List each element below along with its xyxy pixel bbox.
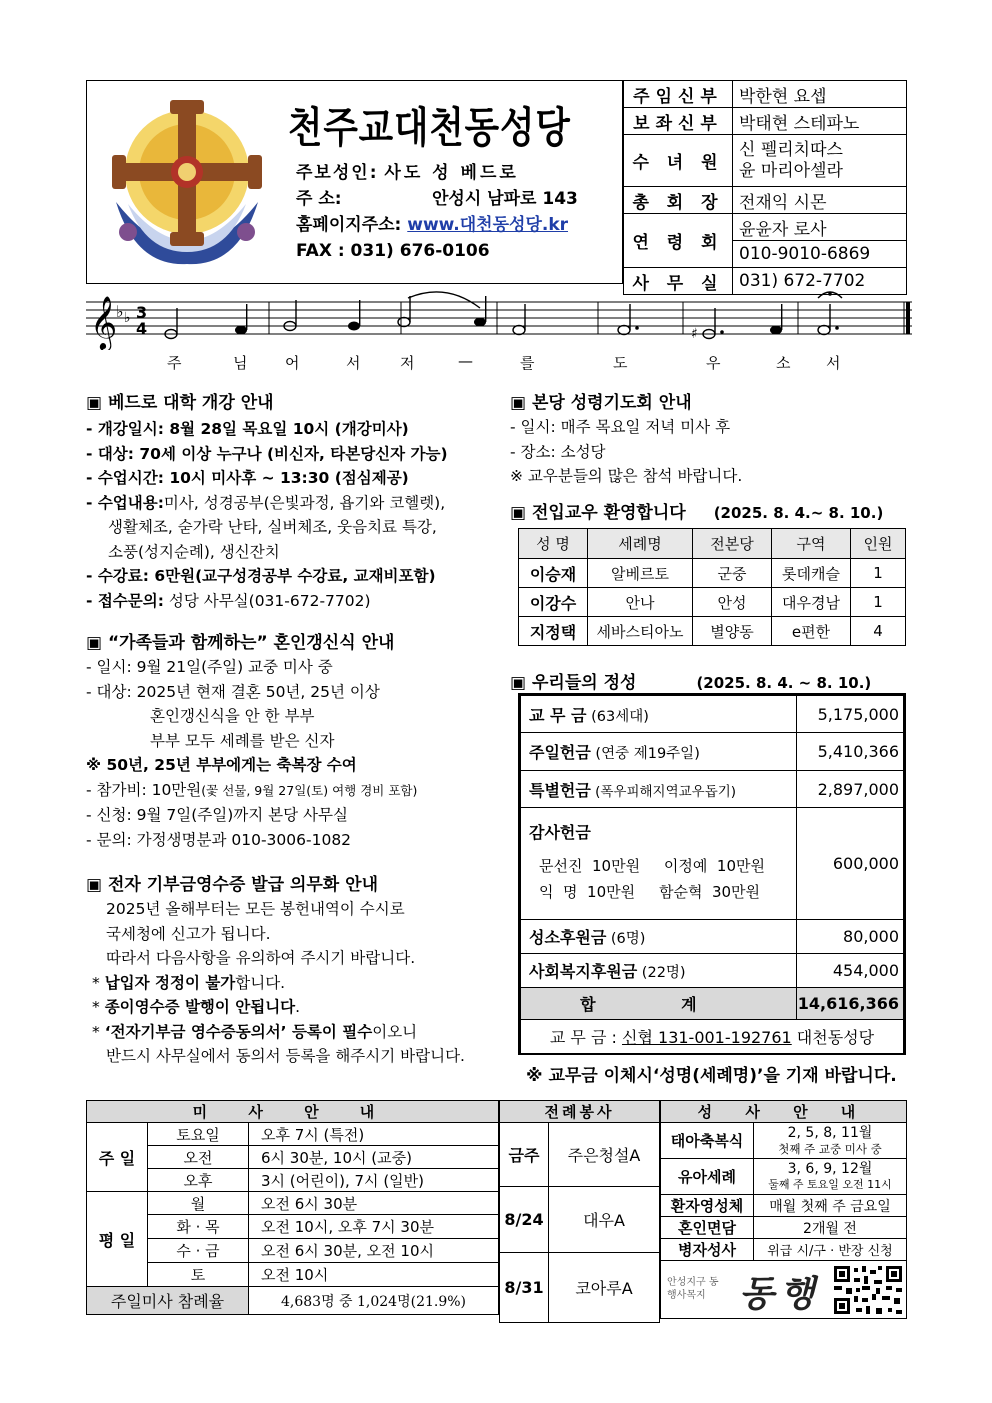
service-group: 주은청설A <box>549 1123 660 1187</box>
section-title: 본당 성령기도회 안내 <box>531 393 692 413</box>
offering-note: (6명) <box>606 931 646 947</box>
offering-note: (폭우피해지역교우돕기) <box>590 783 737 800</box>
new-members-table <box>518 528 906 646</box>
cell: 1 <box>851 588 906 617</box>
staff-label: 사 무 실 <box>624 268 733 295</box>
offering-note: (연중 제19주일) <box>590 746 700 762</box>
total-amount: 14,616,366 <box>796 988 903 1020</box>
sacrament-info: 2개월 전 <box>754 1217 907 1239</box>
account-name: 대천동성당 <box>791 1028 875 1047</box>
text-line: 2025년 올해부터는 모든 봉헌내역이 수시로 <box>106 900 405 918</box>
mass-day: 토요일 <box>148 1123 249 1146</box>
label: - 개강일시: <box>86 420 164 438</box>
table-row <box>519 588 906 617</box>
table-row <box>519 559 906 588</box>
address-label: 주 소: <box>296 189 342 209</box>
staff-value: 010-9010-6869 <box>733 241 907 268</box>
section-marriage-renewal: ▣ “가족들과 함께하는” 혼인갱신식 안내 - 일시: 9월 21일(주일) 교중 미사 중 - 대상: 2025년 현재 결혼 50년, 25년 이상 혼인갱신식을 안 한 부부 부부 모두 세례를 받은 신자 ※ 50년, 25년 부부에게는 축복장 수여 - 참가비: 10만원(꽃 선물, 9월 27일(토) 여행 경비 포함) - 신청: 9월 7일(주일)까지 본당 사무실 - 문의: 가정생명분과 010-3006-1082 <box>86 628 496 852</box>
offering-row <box>521 733 904 771</box>
staff-value: 박한현 요셉 <box>733 81 907 108</box>
lyric: 서 <box>346 354 361 372</box>
col-header: 세례명 <box>588 529 693 559</box>
col-header: 성 명 <box>519 529 588 559</box>
cell: 안성 <box>693 588 772 617</box>
liturgy-service-table <box>499 1100 660 1323</box>
cell: 군중 <box>693 559 772 588</box>
lyric: 우 <box>706 354 721 372</box>
offering-label: 성소후원금 <box>529 928 607 947</box>
lyric: 소 <box>776 354 791 372</box>
donor-line: 익 명 10만원 함순혁 30만원 <box>539 883 761 901</box>
logo-wordmark: 동행 <box>739 1273 821 1315</box>
cell: 지정택 <box>519 617 588 646</box>
lyric: 저 <box>400 354 415 372</box>
section-prayer-meeting: ▣ 본당 성령기도회 안내 - 일시: 매주 목요일 저녁 미사 후 - 장소: 소성당 ※ 교우분들의 많은 참석 바랍니다. <box>510 388 910 489</box>
text: (꽃 선물, 9월 27일(토) 여행 경비 포함) <box>201 782 418 798</box>
page-title: 천주교대천동성당 <box>288 103 571 152</box>
value: 10시 미사후 ~ 13:30 (점심제공) <box>163 469 409 487</box>
group-label: 평 일 <box>87 1192 148 1287</box>
value: 8월 28일 목요일 10시 (개강미사) <box>163 420 409 438</box>
sacrament-name: 태아축복식 <box>661 1123 754 1159</box>
fax-number: FAX : 031) 676-0106 <box>296 241 490 261</box>
cell: 이강수 <box>519 588 588 617</box>
offerings-table <box>520 695 904 1054</box>
mass-day: 월 <box>148 1192 249 1215</box>
sacrament-name: 병자성사 <box>661 1239 754 1261</box>
account-number: 신협 131-001-192761 <box>622 1028 792 1047</box>
section-new-members: ▣ 전입교우 환영합니다 (2025. 8. 4.~ 8. 10.) <box>510 503 884 523</box>
total-label: 합 계 <box>521 988 797 1020</box>
offering-label: 특별헌금 <box>529 780 591 800</box>
text: * <box>92 998 105 1016</box>
cell: 1 <box>851 559 906 588</box>
text-line: 반드시 사무실에서 동의서 등록을 해주시기 바랍니다. <box>106 1047 465 1065</box>
section-peter-college: ▣ 베드로 대학 개강 안내 - 개강일시: 8월 28일 목요일 10시 (개강미사) - 대상: 70세 이상 누구나 (비신자, 타본당신자 가능) - 수업시간: 10시 미사후 ~ 13:30 (점심제공) - 수업내용:미사, 성경공부(은빛과정, 욥기와 코헬렛), 생활체조, 숟가락 난타, 실버체조, 웃음치료 특강, 소풍(성지순례), 생신잔치 - 수강료: 6만원(교구성경공부 수강료, 교재비포함) - 접수문의: 성당 사무실(031-672-7702) <box>86 388 486 613</box>
period: (2025. 8. 4. ~ 8. 10.) <box>696 674 872 692</box>
mass-time: 3시 (어린이), 7시 (일반) <box>249 1169 499 1192</box>
offering-row <box>521 696 904 733</box>
text-line: 국세청에 신고가 됩니다. <box>106 924 271 943</box>
mass-time: 오전 10시 <box>249 1263 499 1287</box>
cell: 대우경남 <box>772 588 851 617</box>
text-line: 생활체조, 숟가락 난타, 실버체조, 웃음치료 특강, <box>108 518 437 536</box>
svg-text:𝄞: 𝄞 <box>90 295 118 349</box>
offering-amount: 600,000 <box>796 808 903 920</box>
cell: 안나 <box>588 588 693 617</box>
offering-row <box>521 771 904 808</box>
text-line: 부부 모두 세례를 받은 신자 <box>150 731 335 750</box>
mass-day: 오전 <box>148 1146 249 1169</box>
service-date: 8/31 <box>500 1253 549 1323</box>
cell: 세바스티아노 <box>588 617 693 646</box>
text: 납입자 정정이 불가 <box>104 973 236 992</box>
staff-table <box>623 80 907 295</box>
text: 종이영수증 발행이 안됩니다 <box>104 998 296 1016</box>
label: - 대상: <box>86 444 134 463</box>
section-donation-receipt: ▣ 전자 기부금영수증 발급 의무화 안내 2025년 올해부터는 모든 봉헌내역이 수시로 국세청에 신고가 됩니다. 따라서 다음사항을 유의하여 주시기 바랍니다. * 납입자 정정이 불가합니다. * 종이영수증 발행이 안됩니다. * ‘전자기부금 영수증동의서’ 등록이 필수이오니 반드시 사무실에서 동의서 등록을 해주시기 바랍니다. <box>86 870 496 1069</box>
cell: 이승재 <box>519 559 588 588</box>
text-line: ※ 50년, 25년 부부에게는 축복장 수여 <box>86 756 357 774</box>
svg-text:♯: ♯ <box>691 326 698 342</box>
text: 합니다. <box>235 973 286 992</box>
section-title: 전입교우 환영합니다 <box>531 503 686 523</box>
text: * <box>92 1022 105 1041</box>
offering-note-footer: ※ 교무금 이체시‘성명(세례명)’을 기재 바랍니다. <box>526 1066 897 1086</box>
cell: e편한 <box>772 617 851 646</box>
offering-amount: 80,000 <box>796 920 903 954</box>
text-line: - 문의: 가정생명분과 010-3006-1082 <box>86 830 352 849</box>
sacrament-info: 매월 첫째 주 금요일 <box>754 1195 907 1217</box>
mass-time: 오전 6시 30분 <box>249 1192 499 1215</box>
lyric: 서 <box>826 354 841 372</box>
staff-value: 윤 마리아셀라 <box>739 160 843 181</box>
mass-time: 6시 30분, 10시 (교중) <box>249 1146 499 1169</box>
staff-label: 보좌신부 <box>624 108 733 135</box>
section-title: 전자 기부금영수증 발급 의무화 안내 <box>107 875 378 895</box>
offering-total-row <box>521 988 904 1020</box>
col-header: 전본당 <box>693 529 772 559</box>
text-line: 따라서 다음사항을 유의하여 주시기 바랍니다. <box>106 949 416 967</box>
mass-day: 수 · 금 <box>148 1239 249 1263</box>
text-line: - 일시: 매주 목요일 저녁 미사 후 <box>510 418 731 436</box>
offering-amount: 454,000 <box>796 954 903 988</box>
sacrament-name: 유아세례 <box>661 1159 754 1195</box>
text-line: - 일시: 9월 21일(주일) 교중 미사 중 <box>86 658 333 676</box>
parish-newsletter-logo <box>661 1262 906 1318</box>
staff-label: 수 녀 원 <box>624 135 733 187</box>
col-header: 인원 <box>851 529 906 559</box>
text: ‘전자기부금 영수증동의서’ 등록이 필수 <box>104 1022 373 1041</box>
offering-amount: 5,175,000 <box>796 696 903 733</box>
section-offerings-title: ▣ 우리들의 정성 (2025. 8. 4. ~ 8. 10.) <box>510 673 872 693</box>
label: - 수업내용: <box>86 493 164 512</box>
col-header: 구역 <box>772 529 851 559</box>
logo-caption: 안성지구 동행사목지 <box>667 1276 719 1301</box>
offering-label: 주일헌금 <box>529 743 591 762</box>
service-date: 8/24 <box>500 1187 549 1253</box>
lyric: 도 <box>613 354 628 372</box>
table-header: 성 사 안 내 <box>661 1101 907 1123</box>
svg-text:♭: ♭ <box>116 302 124 321</box>
text-line: 혼인갱신식을 안 한 부부 <box>150 707 315 725</box>
label: - 수업시간: <box>86 469 164 487</box>
account-row <box>521 1020 904 1054</box>
patron-label: 주보성인: <box>296 163 379 183</box>
text: * <box>92 973 105 992</box>
qr-code-icon[interactable] <box>832 1264 904 1316</box>
text: - 참가비: 10만원 <box>86 780 202 799</box>
staff-label: 총 회 장 <box>624 187 733 214</box>
table-header: 전례봉사 <box>500 1101 660 1123</box>
staff-value: 031) 672-7702 <box>733 268 907 295</box>
staff-label: 주임신부 <box>624 81 733 108</box>
mass-time: 오전 6시 30분, 오전 10시 <box>249 1239 499 1263</box>
staff-label: 연 령 회 <box>624 214 733 268</box>
text: . <box>295 998 301 1016</box>
sacrament-info: 둘째 주 토요일 오전 11시 <box>768 1177 892 1191</box>
svg-text:♭: ♭ <box>124 310 131 326</box>
text: 이오니 <box>372 1022 418 1041</box>
sacrament-name: 혼인면담 <box>661 1217 754 1239</box>
staff-value: 박태현 스테파노 <box>733 108 907 135</box>
lyric: 님 <box>233 354 248 372</box>
attendance-value: 4,683명 중 1,024명(21.9%) <box>249 1287 499 1315</box>
sacrament-info: 위급 시/구 · 반장 신청 <box>754 1239 907 1261</box>
account-label: 교 무 금 : <box>549 1028 617 1047</box>
offering-row <box>521 920 904 954</box>
cell: 별양동 <box>693 617 772 646</box>
text-line: - 대상: 2025년 현재 결혼 50년, 25년 이상 <box>86 682 380 701</box>
sacrament-info: 첫째 주 교중 미사 중 <box>778 1141 882 1156</box>
sacrament-info: 2, 5, 8, 11월 <box>787 1124 873 1141</box>
text-line: ※ 교우분들의 많은 참석 바랍니다. <box>510 467 743 485</box>
offering-amount: 5,410,366 <box>796 733 903 771</box>
lyric: 를 <box>520 354 535 372</box>
offering-label: 감사헌금 <box>529 823 591 842</box>
section-title: “가족들과 함께하는” 혼인갱신식 안내 <box>107 633 395 653</box>
cell: 롯데캐슬 <box>772 559 851 588</box>
sacrament-name: 환자영성체 <box>661 1195 754 1217</box>
staff-value: 윤윤자 로사 <box>733 214 907 241</box>
service-group: 대우A <box>549 1187 660 1253</box>
homepage-link[interactable]: www.대천동성당.kr <box>407 215 569 235</box>
table-row <box>519 617 906 646</box>
offering-row <box>521 954 904 988</box>
music-staff <box>86 290 912 350</box>
mass-time: 오후 7시 (특전) <box>249 1123 499 1146</box>
service-group: 코아루A <box>549 1253 660 1323</box>
cell: 알베르토 <box>588 559 693 588</box>
label: - 수강료: <box>86 567 149 585</box>
parish-emblem-icon <box>98 92 276 270</box>
group-label: 주 일 <box>87 1123 148 1192</box>
attendance-label: 주일미사 참례율 <box>87 1287 249 1315</box>
sacraments-table <box>660 1100 907 1319</box>
address: 안성시 남파로 143 <box>432 189 578 209</box>
value: 70세 이상 누구나 (비신자, 타본당신자 가능) <box>133 444 448 463</box>
cell: 4 <box>851 617 906 646</box>
mass-schedule-table <box>86 1100 499 1315</box>
mass-day: 화 · 목 <box>148 1215 249 1239</box>
homepage-label: 홈페이지주소: <box>296 215 402 235</box>
table-header: 미 사 안 내 <box>87 1101 499 1123</box>
mass-day: 토 <box>148 1263 249 1287</box>
value: 미사, 성경공부(은빛과정, 욥기와 코헬렛), <box>163 493 446 512</box>
period: (2025. 8. 4.~ 8. 10.) <box>713 504 884 522</box>
staff-value: 전재익 시몬 <box>733 187 907 214</box>
lyric: 주 <box>167 354 182 372</box>
donor-line: 문선진 10만원 이정예 10만원 <box>539 857 765 875</box>
lyric: 어 <box>285 354 300 372</box>
music-lyrics <box>0 352 992 374</box>
svg-text:3: 3 <box>136 303 148 322</box>
offering-note: (22명) <box>637 965 686 981</box>
lyric: — <box>458 352 473 370</box>
text-line: - 신청: 9월 7일(주일)까지 본당 사무실 <box>86 806 348 824</box>
text-line: 소풍(성지순례), 생신잔치 <box>108 542 280 561</box>
sacrament-info: 3, 6, 9, 12월 <box>787 1160 873 1177</box>
offering-row <box>521 808 904 920</box>
patron-name: 사도 성 베드로 <box>384 163 519 183</box>
offering-label: 교 무 금 <box>529 705 587 725</box>
value: 6만원(교구성경공부 수강료, 교재비포함) <box>148 567 436 585</box>
staff-value: 신 펠리치따스 <box>739 139 843 160</box>
value: 성당 사무실(031-672-7702) <box>163 591 371 610</box>
mass-time: 오전 10시, 오후 7시 30분 <box>249 1215 499 1239</box>
section-title: 베드로 대학 개강 안내 <box>107 393 274 413</box>
mass-day: 오후 <box>148 1169 249 1192</box>
service-date: 금주 <box>500 1123 549 1187</box>
offering-amount: 2,897,000 <box>796 771 903 808</box>
label: - 접수문의: <box>86 591 164 610</box>
offering-label: 사회복지후원금 <box>529 962 638 981</box>
offering-note: (63세대) <box>586 708 649 725</box>
section-title: 우리들의 정성 <box>531 673 637 693</box>
svg-text:4: 4 <box>136 319 148 338</box>
text-line: - 장소: 소성당 <box>510 442 606 461</box>
